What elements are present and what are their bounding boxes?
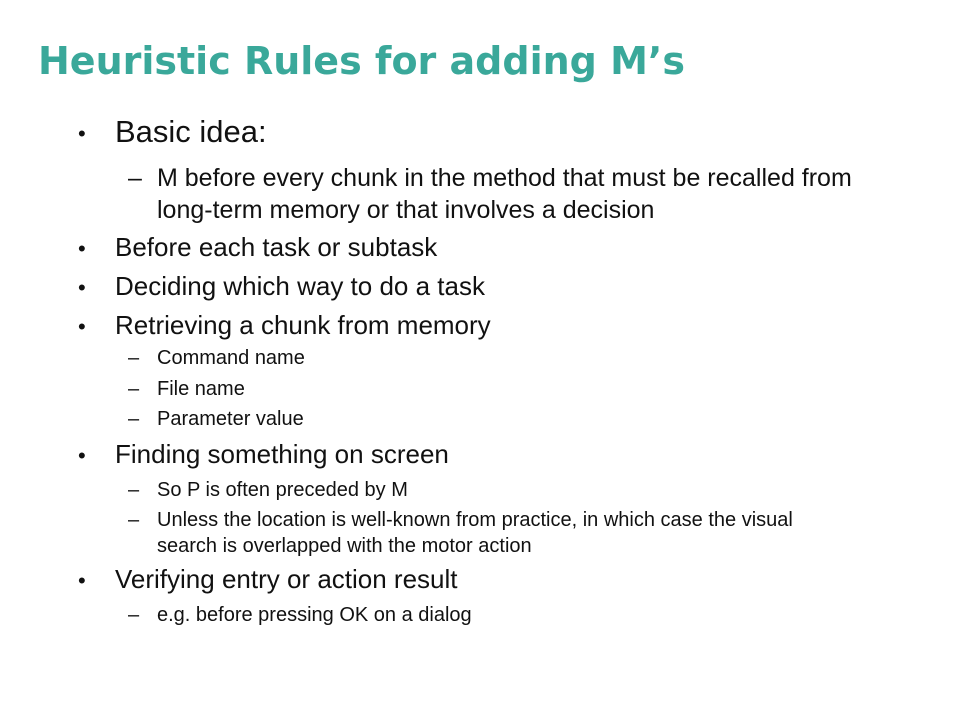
sub-item-unless-location-known: [0, 507, 960, 559]
bullet-text: Finding something on screen: [115, 439, 449, 469]
sub-item-text: M before every chunk in the method that must be recalled from long-term memory or that involves a decision: [157, 164, 852, 224]
bullet-item-before-task: [0, 232, 960, 266]
sub-item-before-pressing-ok: [0, 602, 960, 628]
bullet-item-retrieving-chunk: [0, 310, 960, 344]
sub-item-command-name: [0, 345, 960, 371]
dash-marker: –: [128, 479, 140, 501]
sub-item-text: Parameter value: [157, 408, 304, 430]
dash-marker: –: [128, 164, 142, 192]
bullet-item-verifying-entry: [0, 564, 960, 598]
sub-item-basic-idea-definition: [0, 162, 960, 226]
bullet-item-finding-on-screen: [0, 439, 960, 473]
bullet-text: Deciding which way to do a task: [115, 271, 485, 301]
sub-item-p-preceded-by-m: [0, 477, 960, 503]
dash-marker: –: [128, 378, 140, 400]
bullet-marker: •: [78, 236, 86, 261]
sub-item-parameter-value: [0, 406, 960, 432]
sub-item-text: e.g. before pressing OK on a dialog: [157, 604, 472, 626]
dash-marker: –: [128, 509, 140, 531]
bullet-text: Before each task or subtask: [115, 232, 438, 262]
dash-marker: –: [128, 408, 140, 430]
bullet-text: Retrieving a chunk from memory: [115, 310, 491, 340]
sub-item-file-name: [0, 376, 960, 402]
bullet-marker: •: [78, 568, 86, 593]
bullet-marker: •: [78, 275, 86, 300]
bullet-text: Basic idea:: [115, 114, 267, 149]
bullet-item-basic-idea: [0, 114, 960, 154]
slide-title: Heuristic Rules for adding M’s: [38, 39, 685, 83]
sub-item-text: So P is often preceded by M: [157, 479, 408, 501]
dash-marker: –: [128, 604, 140, 626]
sub-item-text: Command name: [157, 347, 305, 369]
dash-marker: –: [128, 347, 140, 369]
bullet-marker: •: [78, 443, 86, 468]
bullet-text: Verifying entry or action result: [115, 564, 458, 594]
sub-item-text: File name: [157, 378, 245, 400]
bullet-item-deciding-way: [0, 271, 960, 305]
bullet-marker: •: [78, 314, 86, 339]
bullet-marker: •: [78, 121, 86, 146]
sub-item-text: Unless the location is well-known from practice, in which case the visual search is overlapped with the motor action: [157, 509, 793, 557]
